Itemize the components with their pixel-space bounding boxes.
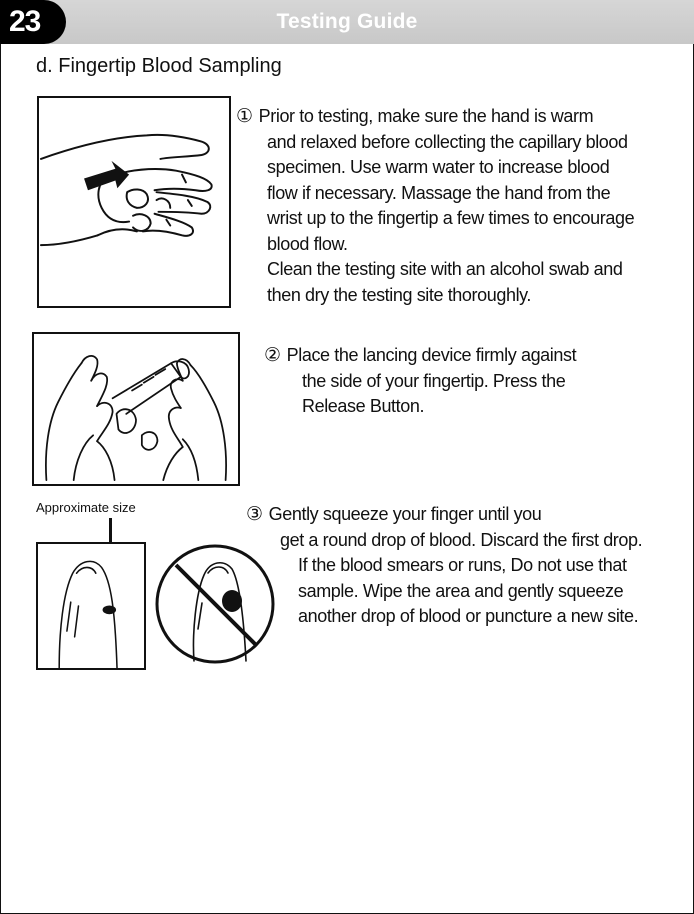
step-1-number: ① xyxy=(236,105,253,127)
step-1-line: then dry the testing site thoroughly. xyxy=(267,284,532,305)
page-header xyxy=(0,0,694,44)
approximate-size-label: Approximate size xyxy=(36,500,136,515)
page-title: Testing Guide xyxy=(276,10,418,33)
step-1-line: and relaxed before collecting the capillary blood xyxy=(267,131,628,152)
step-1-line: flow if necessary. Massage the hand from the xyxy=(267,182,611,203)
step-1-text xyxy=(236,104,634,308)
step-3-number: ③ xyxy=(246,503,263,525)
step-1-line: Clean the testing site with an alcohol swab and xyxy=(267,259,623,279)
lancing-device-icon xyxy=(34,334,238,484)
step-3-line: get a round drop of blood. Discard the first drop. xyxy=(280,529,643,550)
hand-massage-icon xyxy=(39,98,229,306)
step-1-line: specimen. Use warm water to increase blood xyxy=(267,157,610,177)
step-3-text xyxy=(246,502,642,630)
step-3-line: Gently squeeze your finger until you xyxy=(268,504,542,524)
step-2-line: Release Button. xyxy=(302,396,425,416)
step-2-text xyxy=(264,343,576,420)
step-2-number: ② xyxy=(264,344,281,366)
step-1-line: blood flow. xyxy=(267,233,348,254)
page-number-badge: 23 xyxy=(0,0,66,44)
fingertip-drop-icon xyxy=(38,544,144,668)
blood-drop-illustration xyxy=(36,542,146,670)
lancing-device-illustration xyxy=(32,332,240,486)
section-title: d. Fingertip Blood Sampling xyxy=(36,55,282,77)
hand-massage-illustration xyxy=(37,96,231,308)
step-3-line: sample. Wipe the area and gently squeeze xyxy=(298,580,624,601)
step-1-line: Prior to testing, make sure the hand is warm xyxy=(258,106,594,126)
step-3-line: another drop of blood or puncture a new site. xyxy=(298,606,639,626)
step-2-line: Place the lancing device firmly against xyxy=(286,345,577,365)
step-2-line: the side of your fingertip. Press the xyxy=(302,370,566,391)
step-1-line: wrist up to the fingertip a few times to encourage xyxy=(267,208,635,228)
step-3-line: If the blood smears or runs, Do not use that xyxy=(298,555,627,575)
